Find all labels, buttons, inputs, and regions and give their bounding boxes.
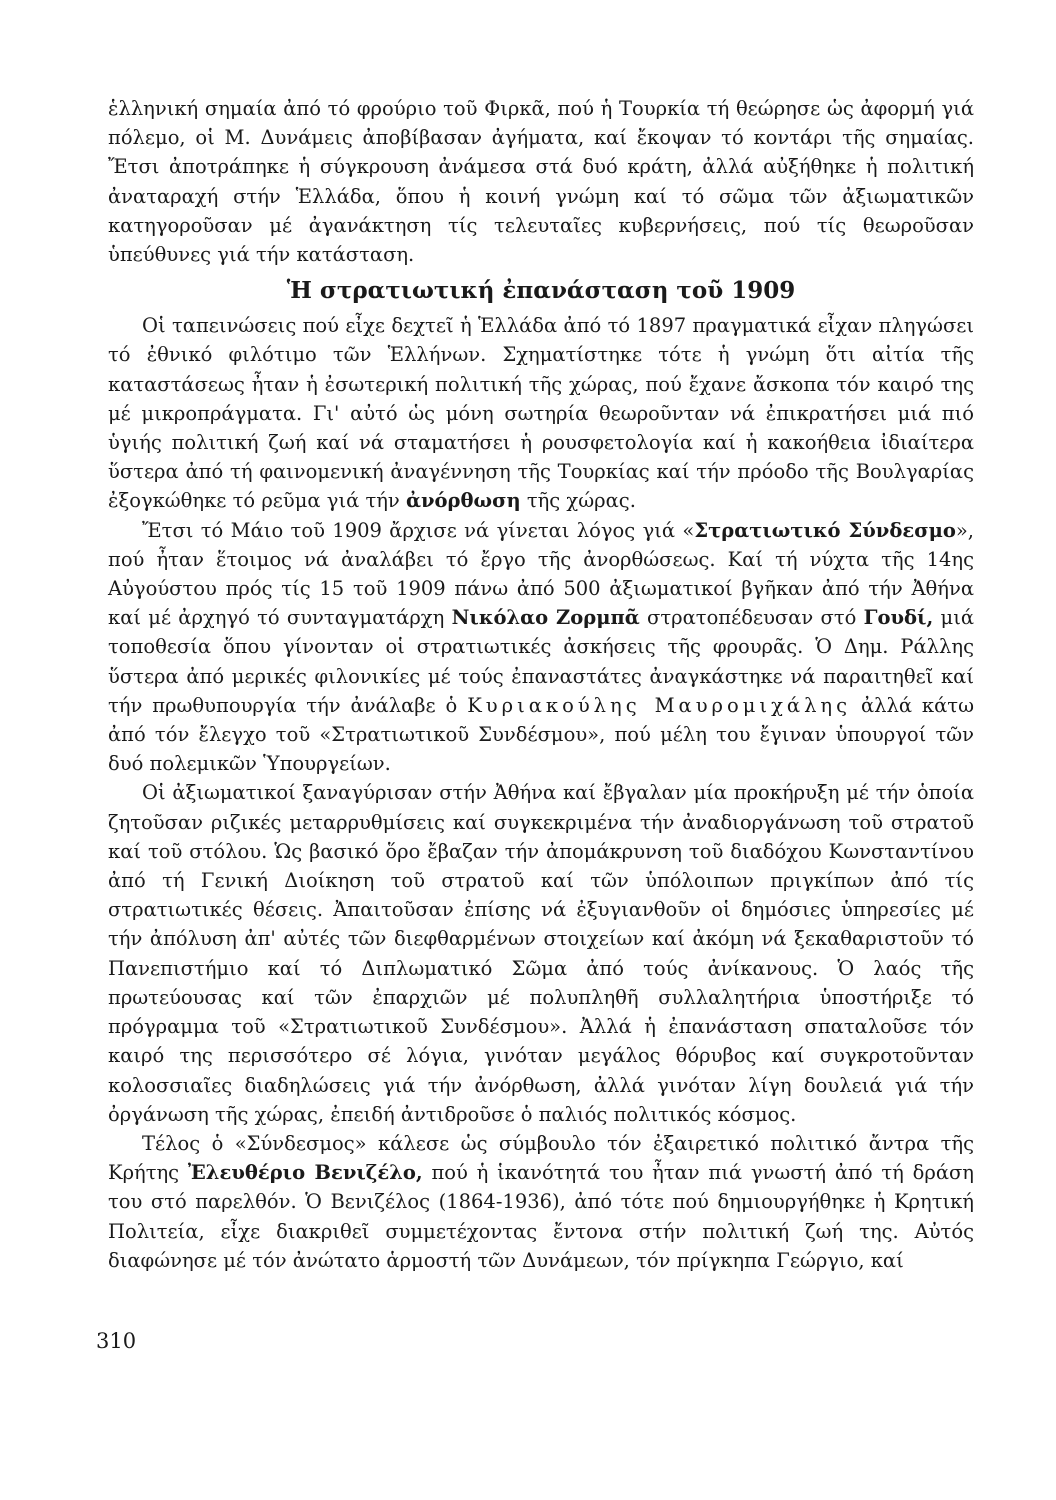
paragraph-1-bold: ἀνόρθωση: [405, 489, 521, 513]
paragraph-2-text-b: », πού ἦταν ἕτοιμος νά ἀναλάβει τό ἔργο τῆς ἀνορθώσεως. Καί τή νύχτα τῆς 14ης Αὐγούστου πρός τίς 15 τοῦ 1909 πάνω ἀπό 500 ἀξιωματικοί βγῆκαν ἀπό τήν Ἀθήνα καί μέ ἀρχηγό τό συνταγματάρχη: [108, 518, 974, 630]
page-number: 310: [96, 1329, 137, 1353]
paragraph-2-spaced-name: Κυριακούλης Μαυρομιχάλης: [467, 693, 852, 717]
paragraph-1-text-a: Οἱ ταπεινώσεις πού εἶχε δεχτεῖ ἡ Ἑλλάδα ἀπό τό 1897 πραγματικά εἶχαν πληγώσει τό ἐθνικό φιλότιμο τῶν Ἑλλήνων. Σχηματίστηκε τότε ἡ γνώμη ὅτι αἰτία τῆς καταστάσεως ἦταν ἡ ἐσωτερική πολιτική τῆς χώρας, πού ἔχανε ἄσκοπα τόν καιρό της μέ μικροπράγματα. Γι' αὐτό ὡς μόνη σωτηρία θεωροῦνταν νά ἐπικρατήσει μιά πιό ὑγιής πολιτική ζωή καί νά σταματήσει ἡ ρουσφετολογία καί ἡ κακοήθεια ἰδιαίτερα ὕστερα ἀπό τή φαινομενική ἀναγέννηση τῆς Τουρκίας καί τήν πρόοδο τῆς Βουλγαρίας ἐξογκώθηκε τό ρεῦμα γιά τήν: [108, 314, 974, 513]
paragraph-4-text-b: πού ἡ ἱκανότητά του ἦταν πιά γνωστή ἀπό τή δράση του στό παρελθόν. Ὁ Βενιζέλος (1864-1936), ἀπό τότε πού δημιουργήθηκε ἡ Κρητική Πολιτεία, εἶχε διακριθεῖ συμμετέχοντας ἔντονα στήν πολιτική ζωή της. Αὐτός διαφώνησε μέ τόν ἀνώτατο ἁρμοστή τῶν Δυνάμεων, τόν πρίγκηπα Γεώργιο, καί: [108, 1161, 974, 1272]
paragraph-1: [108, 311, 974, 515]
paragraph-4-bold: Ἐλευθέριο Βενιζέλο,: [187, 1161, 423, 1185]
paragraph-2-text-a: Ἔτσι τό Μάιο τοῦ 1909 ἄρχισε νά γίνεται λόγος γιά «: [142, 518, 695, 542]
paragraph-2-bold-3: Γουδί,: [863, 606, 934, 630]
section-heading: Ἡ στρατιωτική ἐπανάσταση τοῦ 1909: [286, 277, 796, 305]
paragraph-2-bold-2: Νικόλαο Ζορμπᾶ: [451, 606, 640, 630]
paragraph-2-text-d: μιά τοποθεσία ὅπου γίνονταν οἱ στρατιωτικές ἀσκήσεις τῆς φρουρᾶς. Ὁ Δημ. Ράλλης ὕστερα ἀπό μερικές φιλονικίες μέ τούς ἐπαναστάτες ἀναγκάστηκε νά παραιτηθεῖ καί τήν πρωθυπουργία τήν ἀνάλαβε ὁ: [108, 606, 975, 717]
paragraph-2-text-c: στρατοπέδευσαν στό: [647, 606, 857, 630]
paragraph-3: Οἱ ἀξιωματικοί ξαναγύρισαν στήν Ἀθήνα καί ἔβγαλαν μία προκήρυξη μέ τήν ὁποία ζητοῦσαν ριζικές μεταρρυθμίσεις καί συγκεκριμένα τήν ἀναδιοργάνωση τοῦ στρατοῦ καί τοῦ στόλου. Ὡς βασικό ὅρο ἔβαζαν τήν ἀπομάκρυνση τοῦ διαδόχου Κωνσταντίνου ἀπό τή Γενική Διοίκηση τοῦ στρατοῦ καί τῶν ὑπόλοιπων πριγκίπων ἀπό τίς στρατιωτικές θέσεις. Ἀπαιτοῦσαν ἐπίσης νά ἐξυγιανθοῦν οἱ δημόσιες ὑπηρεσίες μέ τήν ἀπόλυση ἀπ' αὐτές τῶν διεφθαρμένων στοιχείων καί ἀκόμη νά ξεκαθαριστοῦν τό Πανεπιστήμιο καί τό Διπλωματικό Σῶμα ἀπό τούς ἀνίκανους. Ὁ λαός τῆς πρωτεύουσας καί τῶν ἐπαρχιῶν μέ πολυπληθῆ συλλαλητήρια ὑποστήριξε τό πρόγραμμα τοῦ «Στρατιωτικοῦ Συνδέσμου». Ἀλλά ἡ ἐπανάσταση σπαταλοῦσε τόν καιρό της περισσότερο σέ λόγια, γινόταν μεγάλος θόρυβος καί συγκροτοῦνταν κολοσσιαῖες διαδηλώσεις γιά τήν ἀνόρθωση, ἀλλά γινόταν λίγη δουλειά γιά τήν ὀργάνωση τῆς χώρας, ἐπειδή ἀντιδροῦσε ὁ παλιός πολιτικός κόσμος.: [108, 781, 974, 1126]
intro-paragraph: ἑλληνική σημαία ἀπό τό φρούριο τοῦ Φιρκᾶ, πού ἡ Τουρκία τή θεώρησε ὡς ἀφορμή γιά πόλεμο, οἱ Μ. Δυνάμεις ἀποβίβασαν ἀγήματα, καί ἔκοψαν τό κοντάρι τῆς σημαίας. Ἔτσι ἀποτράπηκε ἡ σύγκρουση ἀνάμεσα στά δυό κράτη, ἀλλά αὐξήθηκε ἡ πολιτική ἀναταραχή στήν Ἑλλάδα, ὅπου ἡ κοινή γνώμη καί τό σῶμα τῶν ἀξιωματικῶν κατηγοροῦσαν μέ ἀγανάκτηση τίς τελευταῖες κυβερνήσεις, πού τίς θεωροῦσαν ὑπεύθυνες γιά τήν κατάσταση.: [108, 97, 974, 267]
body-text: [108, 94, 974, 1275]
paragraph-2: [108, 516, 974, 779]
paragraph-2-text-e: ἀλλά κάτω ἀπό τόν ἔλεγχο τοῦ «Στρατιωτικοῦ Συνδέσμου», πού μέλη του ἔγιναν ὑπουργοί τῶν δυό πολεμικῶν Ὑπουργείων.: [108, 693, 974, 776]
paragraph-4-text-a: Τέλος ὁ «Σύνδεσμος» κάλεσε ὡς σύμβουλο τόν ἐξαιρετικό πολιτικό ἄντρα τῆς Κρήτης: [108, 1131, 974, 1185]
paragraph-4: [108, 1129, 974, 1275]
paragraph-2-bold-1: Στρατιωτικό Σύνδεσμο: [694, 518, 956, 542]
paragraph-1-text-b: τῆς χώρας.: [526, 489, 636, 513]
